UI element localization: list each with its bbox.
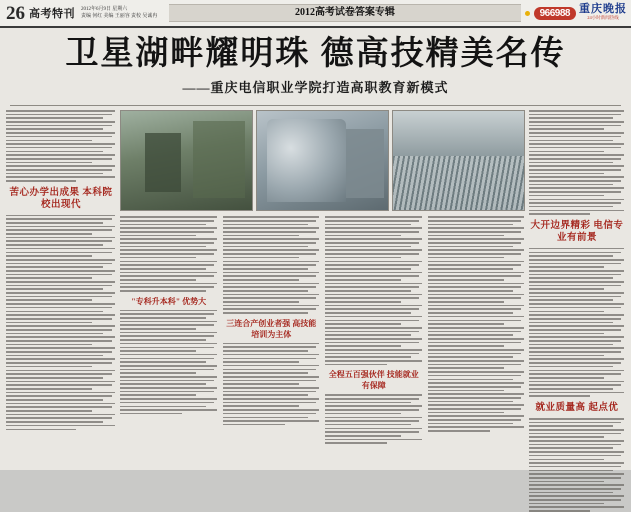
- left-section-heading: 苦心办学出成果 本科院校出现代: [9, 187, 113, 210]
- hotline-logo: [525, 7, 579, 20]
- middle-col-2-text: [223, 216, 321, 313]
- column-left: [6, 110, 116, 446]
- middle-heading-3: 全程五百强伙伴 技能就业有保障: [328, 370, 419, 391]
- middle-col-4: [428, 216, 526, 446]
- middle-col-4-text: [428, 216, 526, 431]
- middle-col-1-text: [120, 216, 218, 291]
- right-col-text-b: [529, 248, 625, 397]
- headline-block: [0, 28, 631, 101]
- middle-heading-1: "专科升本科" 优势大: [131, 296, 207, 306]
- right-col-text-c: [529, 418, 625, 512]
- editors-credit: 责编 何红 美编 王丽容 责校 吴诚冉: [81, 14, 158, 19]
- section-title: 高考特刊: [29, 8, 75, 20]
- left-lead-paragraph: [6, 110, 116, 182]
- campus-assembly-photo: [392, 110, 525, 211]
- special-banner: 2012高考试卷答案专辑: [169, 4, 520, 22]
- hotline-number: 966988: [534, 7, 576, 20]
- left-body-text: [6, 215, 116, 430]
- middle-col-2-text-b: [223, 343, 321, 426]
- photo-strip: [120, 110, 525, 211]
- issue-date: 2012年6月9日 星期六: [81, 7, 128, 12]
- headline-sub: ——重庆电信职业学院打造高职教育新模式: [182, 80, 449, 95]
- middle-col-1-text-b: [120, 310, 218, 415]
- paper-hotline-label: 24小时新闻热线: [587, 14, 619, 20]
- headline-main: 卫星湖畔耀明珠 德高技精美名传: [65, 36, 566, 72]
- article-body: [0, 106, 631, 446]
- right-col-text-a: [529, 110, 625, 215]
- paper-nameplate: [579, 2, 627, 22]
- middle-col-1: [120, 216, 218, 446]
- logo-dot-icon: [525, 11, 530, 16]
- campus-building-photo: [256, 110, 389, 211]
- masthead-meta: [81, 6, 165, 20]
- campus-gate-photo: [120, 110, 253, 211]
- middle-col-3-text: [325, 216, 423, 365]
- middle-text-columns: [120, 216, 525, 446]
- right-heading-1: 大开边界精彩 电信专业有前景: [530, 220, 624, 243]
- paper-name: 重庆晚报: [579, 2, 627, 15]
- right-heading-2: 就业质量高 起点优: [535, 402, 619, 413]
- middle-heading-2: 三连合产创业者强 高技能培训为主体: [226, 318, 317, 339]
- middle-col-3: [325, 216, 423, 446]
- middle-col-2: [223, 216, 321, 446]
- page-number: 26: [6, 2, 25, 24]
- column-right: [529, 110, 625, 446]
- middle-col-3-text-b: [325, 394, 423, 444]
- column-middle: [120, 110, 525, 446]
- masthead: [0, 0, 631, 28]
